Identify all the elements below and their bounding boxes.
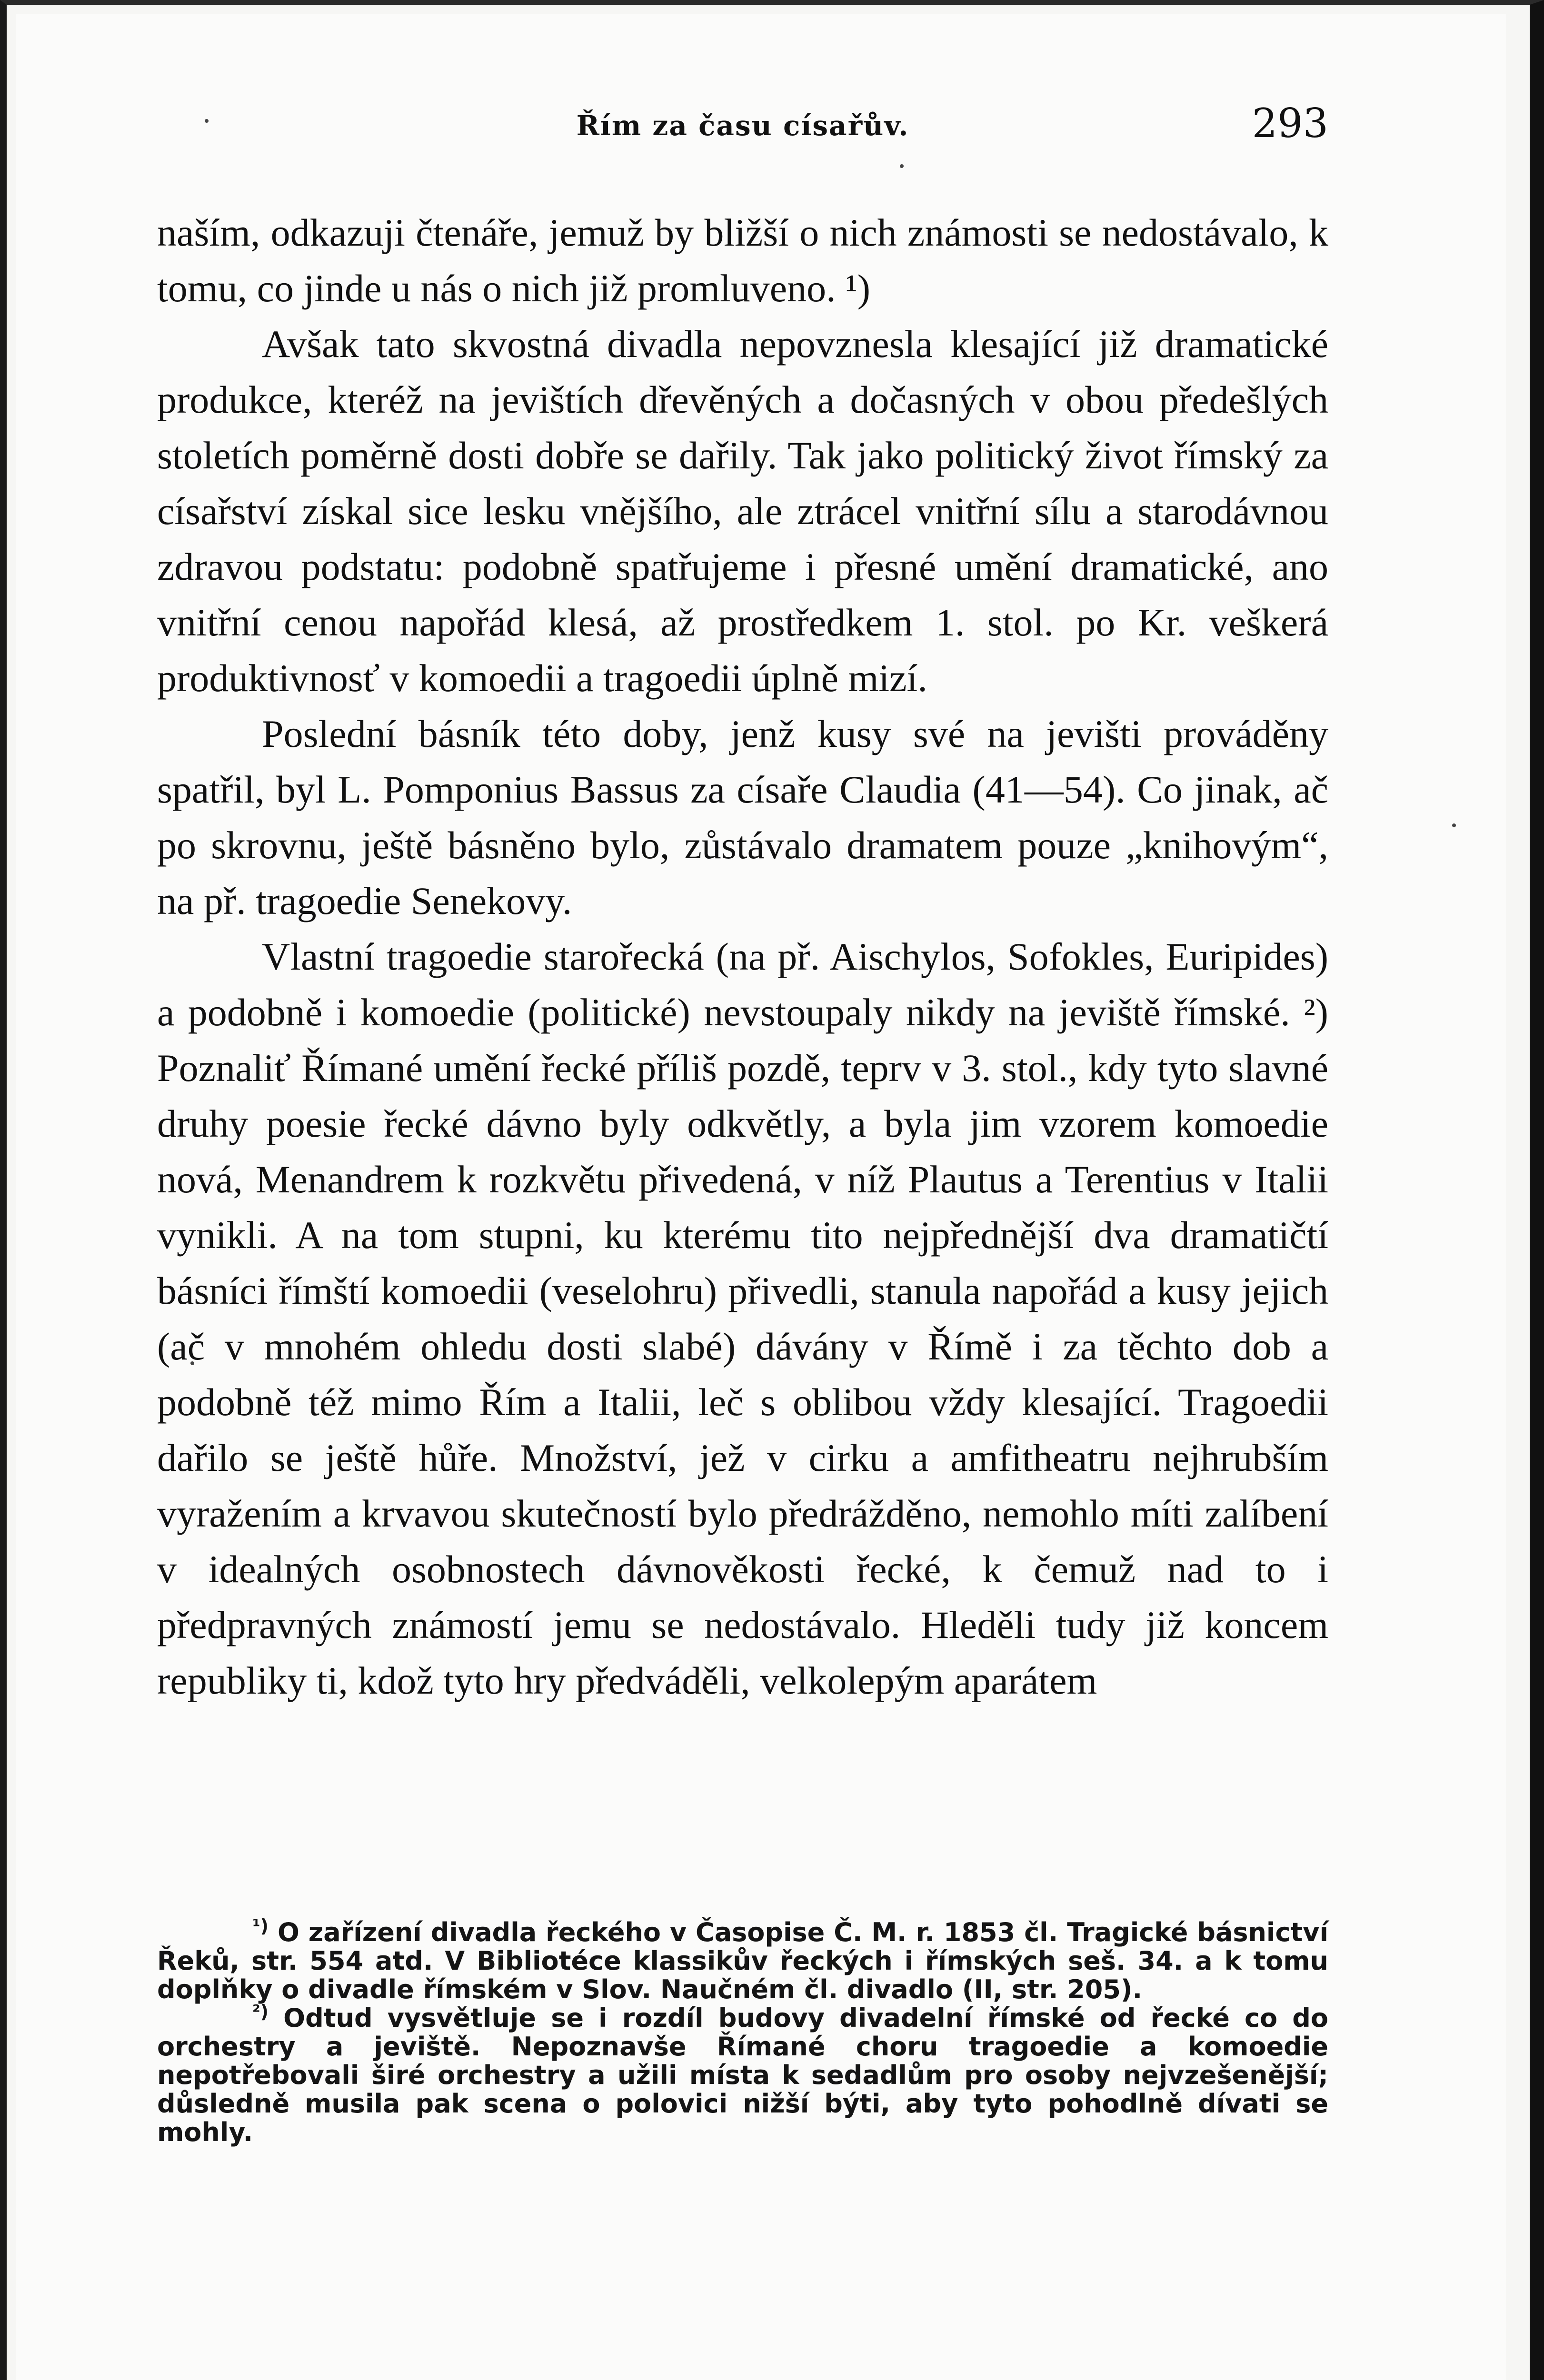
paragraph: naším, odkazuji čtenáře, jemuž by bližší o nich známosti se nedostávalo, k tomu, co jinde u nás o nich již promluveno. ¹) — [157, 211, 1328, 310]
paragraph: Poslední básník této doby, jenž kusy své na jevišti prováděny spatřil, byl L. Pomponius Bassus za císaře Claudia (41—54). Co jinak, ač po skrovnu, ještě básněno bylo, zůstávalo dramatem pouze „knihovým“, na př. tragoedie Senekovy. — [157, 712, 1328, 922]
footnote-text: O zařízení divadla řeckého v Časopise Č. M. r. 1853 čl. Tragické básnictví Řeků, str. 554 atd. V Bibliotéce klassikův řeckých i římských seš. 34. a k tomu doplňky o divadle římském v Slov. Naučném čl. divadlo (II, str. 205). — [157, 1917, 1328, 2004]
footnote-text: Odtud vysvětluje se i rozdíl budovy divadelní římské od řecké co do orchestry a jeviště. Nepoznavše Římané choru tragoedie a komoedie nepotřebovali širé orchestry a užili místa k sedadlům pro osoby nejvzešenější; důsledně musila pak scena o polovici nižší býti, aby tyto pohodlně dívati se mohly. — [157, 2003, 1328, 2147]
paragraph: Vlastní tragoedie starořecká (na př. Aischylos, Sofokles, Euripides) a podobně i komoedie (politické) nevstoupaly nikdy na jeviště římské. ²) Poznaliť Římané umění řecké příliš pozdě, teprv v 3. stol., kdy tyto slavné druhy poesie řecké dávno byly odkvětly, a byla jim vzorem komoedie nová, Menandrem k rozkvětu přivedená, v níž Plautus a Terentius v Italii vynikli. A na tom stupni, ku kterému tito nejpřednější dva dramatičtí básníci římští komoedii (veselohru) přivedli, stanula napořád a kusy jejich (ač v mnohém ohledu dosti slabé) dávány v Římě i za těchto dob a podobně též mimo Řím a Italii, leč s oblibou vždy klesající. Tragoedii dařilo se ještě hůře. Množství, jež v cirku a amfitheatru nejhrubším vyražením a krvavou skutečností bylo předrážděno, nemohlo míti zalíbení v idealných osobnostech dávnověkosti řecké, k čemuž nad to i předpravných známostí jemu se nedostávalo. Hleděli tudy již koncem republiky ti, kdož tyto hry předváděli, velkolepým aparátem — [157, 935, 1328, 1702]
footnote-mark: ²) — [252, 2001, 269, 2022]
page-number: 293 — [1252, 100, 1328, 147]
running-head — [157, 90, 1328, 162]
footnote-mark: ¹) — [252, 1915, 269, 1936]
footnote — [157, 1915, 1328, 2004]
paragraph: Avšak tato skvostná divadla nepovznesla klesající již dramatické produkce, kteréž na jevištích dřevěných a dočasných v obou předešlých stoletích poměrně dosti dobře se dařily. Tak jako politický život římský za císařství získal sice lesku vnějšího, ale ztrácel vnitřní sílu a starodávnou zdravou podstatu: podobně spatřujeme i přesné umění dramatické, ano vnitřní cenou napořád klesá, až prostředkem 1. stol. po Kr. veškerá produktivnosť v komoedii a tragoedii úplně mizí. — [157, 322, 1328, 700]
running-title: Řím za času císařův. — [576, 109, 909, 142]
footnote — [157, 2001, 1328, 2147]
scan-speck — [900, 164, 904, 168]
footnotes — [157, 1915, 1328, 2147]
body-text — [157, 205, 1328, 1708]
scan-speck — [1452, 823, 1456, 827]
